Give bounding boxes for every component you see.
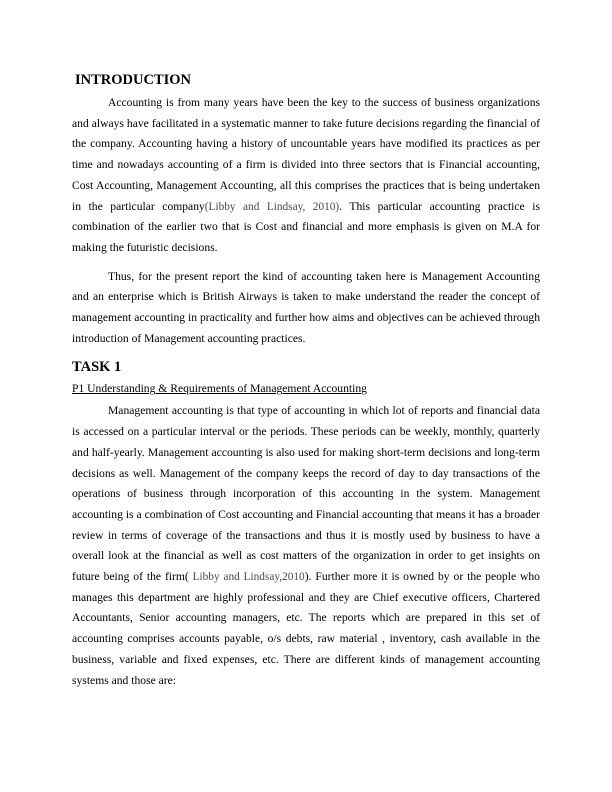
- task-1-heading: TASK 1: [72, 359, 122, 376]
- introduction-paragraph-1-text-end: . This particular accounting practice is combination of the earlier two that is Cost and financial and more emphasis is given on M.A for making the futuristic decisions.: [72, 199, 540, 254]
- introduction-paragraph-2: Thus, for the present report the kind of accounting taken here is Management Accounting and an enterprise which is British Airways is taken to make understand the reader the concept of management accounting in practicality and further how aims and objectives can be achieved through introduction of Management accounting practices.: [72, 269, 540, 345]
- task-1-paragraph: [72, 401, 540, 691]
- p1-subheading: P1 Understanding & Requirements of Management Accounting: [72, 382, 367, 396]
- citation-libby-lindsay-2: Libby and Lindsay,2010: [188, 571, 305, 584]
- introduction-heading: INTRODUCTION: [75, 72, 192, 88]
- task-1-paragraph-text-end: ). Further more it is owned by or the people who manages this department are highly professional and they are Chief executive officers, Chartered Accountants, Senior accounting managers, etc. The reports which are prepared in this set of accounting comprises accounts payable, o/s debts, raw material , inventory, cash available in the business, variable and fixed expenses, etc. There are different kinds of management accounting systems and those are:: [72, 570, 540, 687]
- introduction-paragraph-1: [72, 93, 540, 259]
- citation-libby-lindsay: (Libby and Lindsay, 2010): [204, 200, 340, 213]
- task-1-paragraph-text: Management accounting is that type of accounting in which lot of reports and financial data is accessed on a particular interval or the periods. These periods can be weekly, monthly, quarterly and half-yearly. Management accounting is also used for making short-term decisions and long-term decisions as well. Management of the company keeps the record of day to day transactions of the operations of business through incorporation of this accounting in the system. Management accounting is a combination of Cost accounting and Financial accounting that means it has a broader review in terms of coverage of the transactions and thus it is mostly used by business to have a overall look at the financial as well as cost matters of the organization in order to get insights on future being of the firm(: [72, 404, 540, 584]
- page-content: [72, 70, 540, 691]
- introduction-paragraph-1-text: Accounting is from many years have been the key to the success of business organizations and always have facilitated in a systematic manner to take future decisions regarding the financial of the company. Accounting having a history of uncountable years have modified its practices as per time and nowadays accounting of a firm is divided into three sectors that is Financial accounting, Cost Accounting, Management Accounting, all this comprises the practices that is being undertaken in the particular company: [72, 96, 540, 213]
